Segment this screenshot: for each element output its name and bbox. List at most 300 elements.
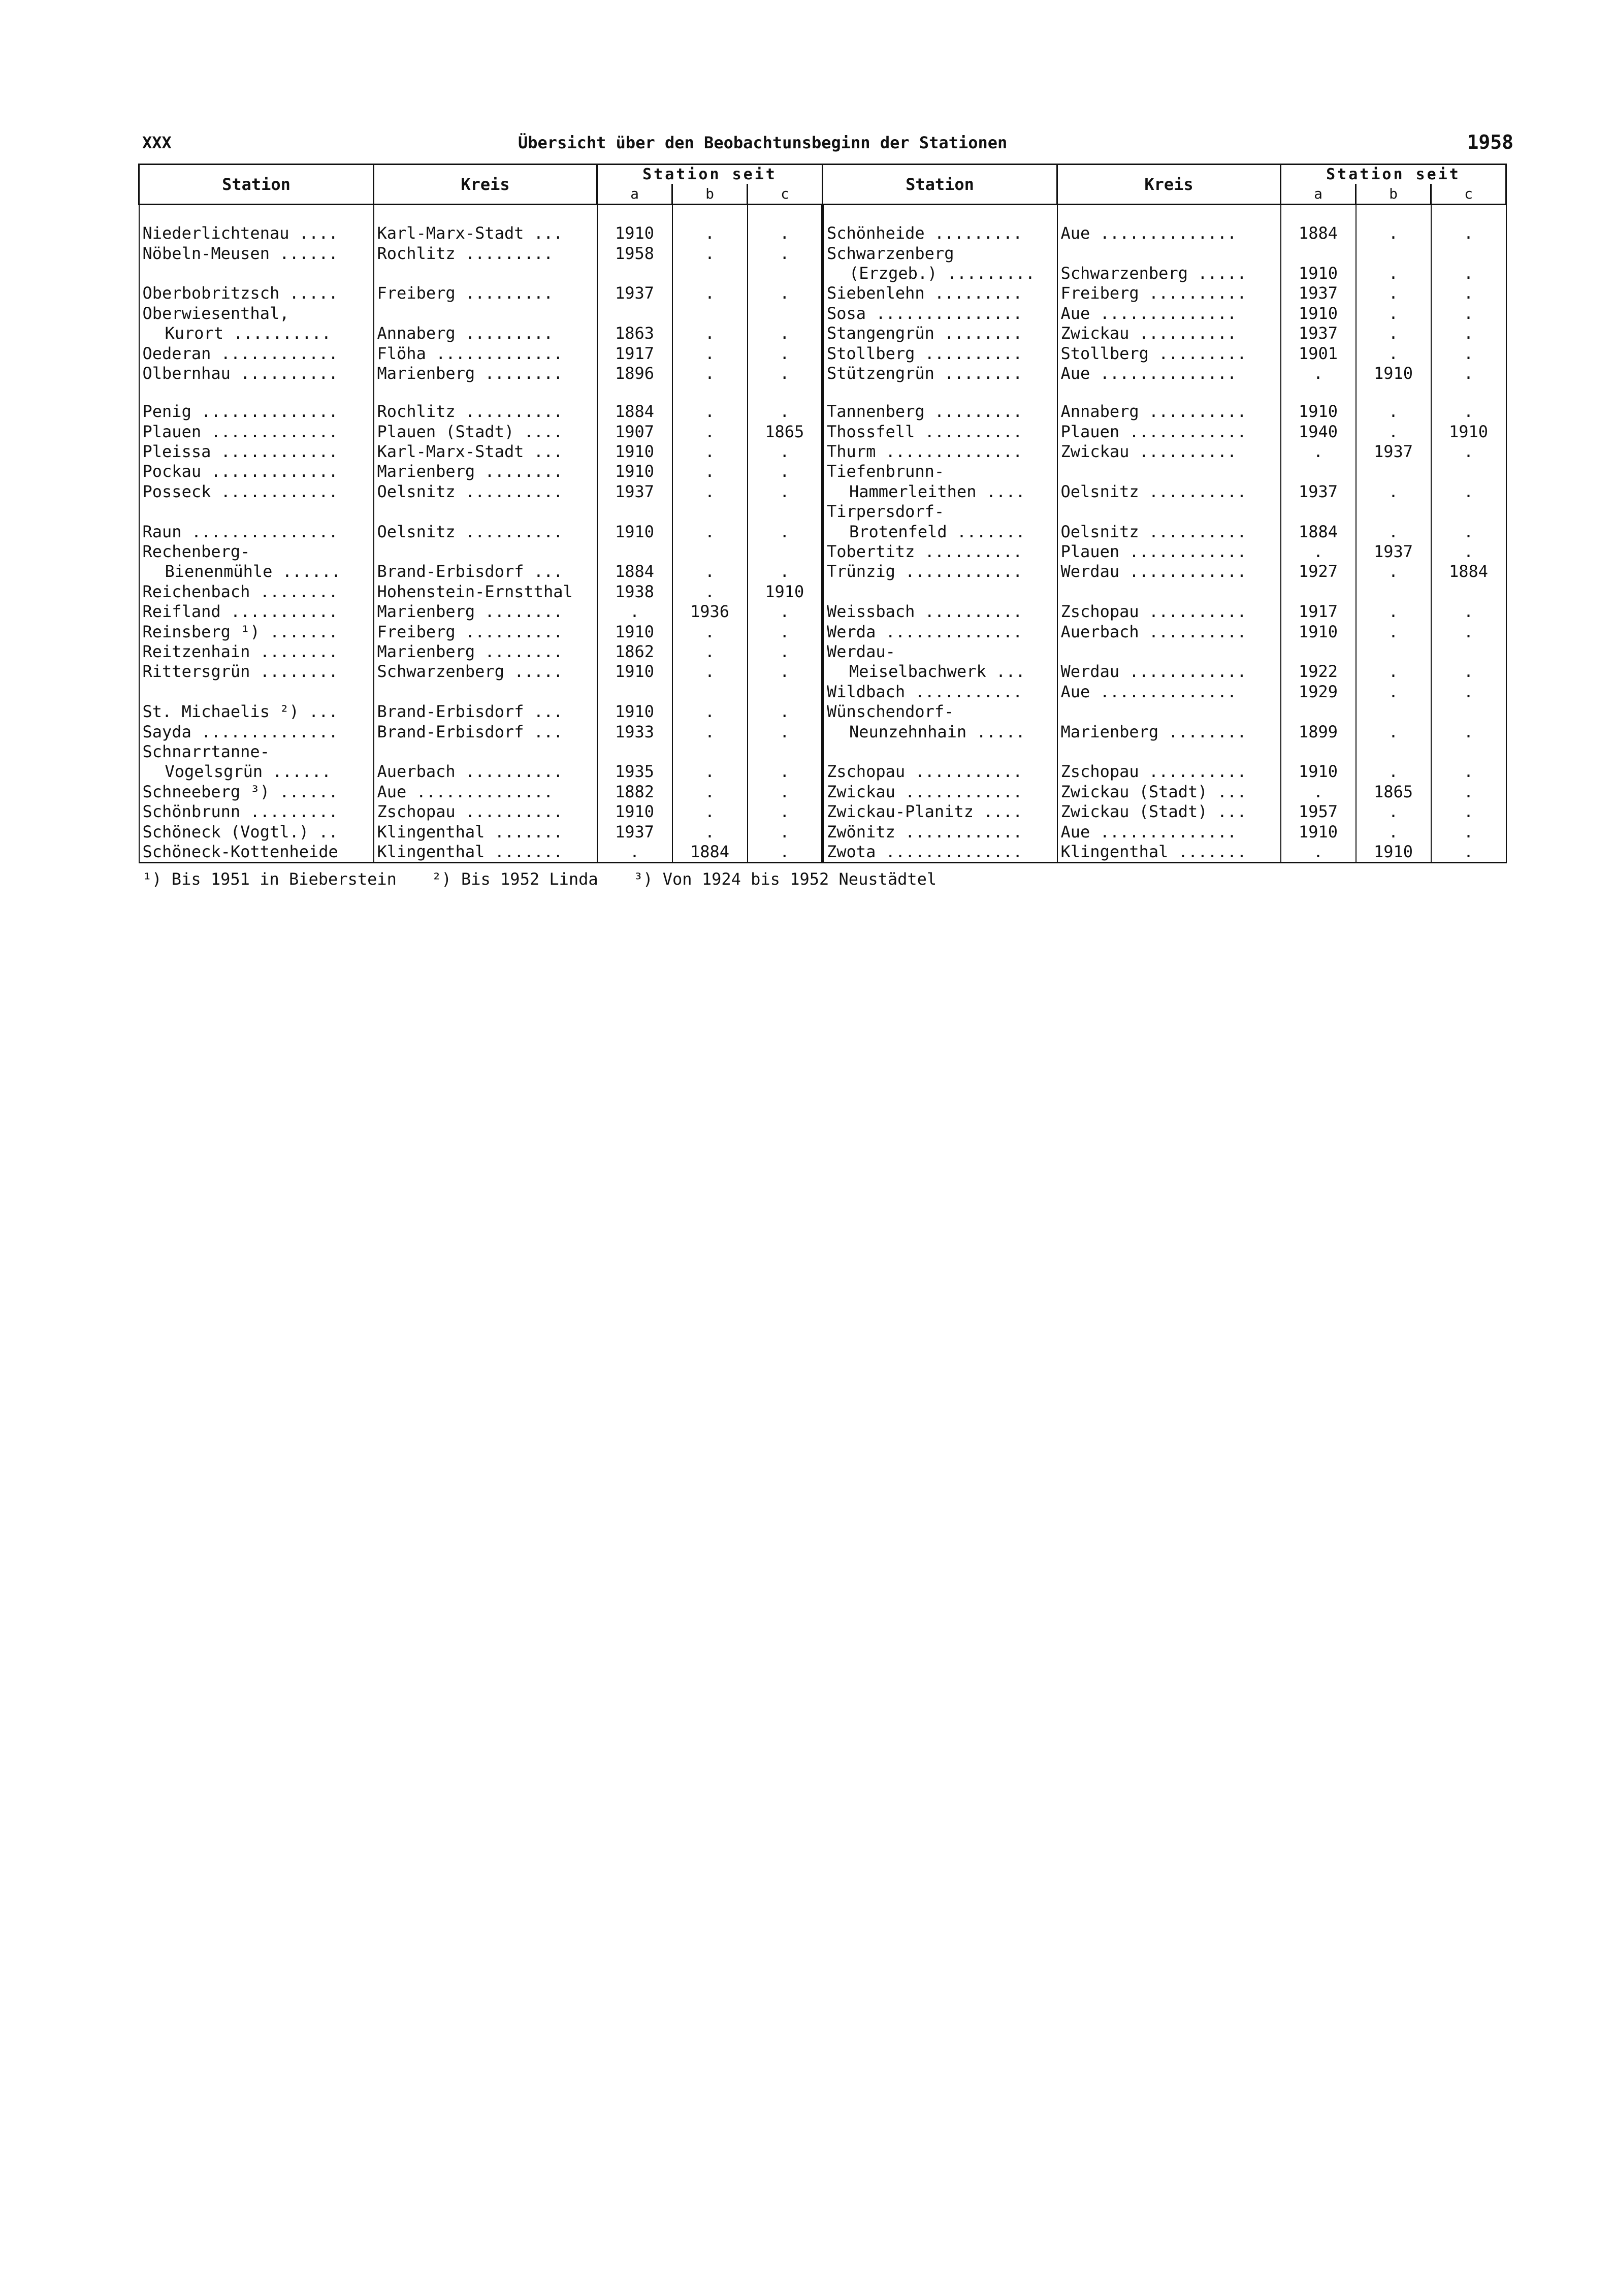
right-kreis-cell: Zwickau .......... [1057,442,1281,462]
left-year-a-cell [597,542,672,562]
right-year-b-cell [1356,462,1431,481]
table-row [139,482,1506,502]
column-header-kreis: Kreis [1057,165,1281,205]
left-year-c-cell: . [748,343,823,363]
right-station-cell: Stützengrün ........ [823,364,1057,383]
left-year-b-cell [672,383,748,402]
right-year-a-cell: 1901 [1281,343,1356,363]
right-year-c-cell: . [1431,542,1506,562]
right-kreis-cell: Aue .............. [1057,364,1281,383]
left-kreis-cell: Freiberg ......... [374,283,597,303]
left-year-c-cell: . [748,243,823,263]
right-kreis-cell: Zschopau .......... [1057,602,1281,622]
left-year-c-cell: . [748,622,823,641]
right-year-c-cell: . [1431,822,1506,842]
left-kreis-cell: Rochlitz .......... [374,402,597,422]
left-year-c-cell [748,742,823,762]
left-kreis-cell: Oelsnitz .......... [374,482,597,502]
right-kreis-cell: Aue .............. [1057,223,1281,243]
left-year-a-cell [597,502,672,522]
right-station-cell: Brotenfeld ....... [823,522,1057,541]
right-year-b-cell: . [1356,822,1431,842]
right-year-c-cell: . [1431,622,1506,641]
left-year-b-cell: . [672,642,748,662]
right-kreis-cell [1057,243,1281,263]
left-year-b-cell [672,304,748,324]
left-year-a-cell: 1938 [597,582,672,602]
left-kreis-cell: Flöha ............. [374,343,597,363]
right-year-b-cell [1356,702,1431,722]
left-year-a-cell: 1937 [597,822,672,842]
right-year-c-cell [1431,502,1506,522]
right-kreis-cell: Plauen ............ [1057,422,1281,442]
right-year-a-cell: 1910 [1281,402,1356,422]
right-kreis-cell: Zwickau (Stadt) ... [1057,802,1281,822]
table-row [139,442,1506,462]
right-station-cell: Schönheide ......... [823,223,1057,243]
left-year-c-cell [748,383,823,402]
right-kreis-cell: Zwickau .......... [1057,324,1281,343]
right-station-cell: Zwickau-Planitz .... [823,802,1057,822]
left-station-cell: Oederan ............ [139,343,374,363]
left-year-c-cell: . [748,324,823,343]
left-year-b-cell: . [672,442,748,462]
right-kreis-cell [1057,642,1281,662]
right-year-a-cell [1281,742,1356,762]
left-station-cell: Schöneck-Kottenheide [139,842,374,863]
right-year-b-cell: . [1356,283,1431,303]
right-kreis-cell: Oelsnitz .......... [1057,482,1281,502]
right-year-c-cell: . [1431,402,1506,422]
left-year-a-cell: 1863 [597,324,672,343]
table-row [139,822,1506,842]
column-header-c: c [748,184,823,204]
page-header [142,128,1513,153]
right-station-cell: Wünschendorf- [823,702,1057,722]
left-year-c-cell [748,304,823,324]
left-year-a-cell: 1882 [597,782,672,802]
right-year-a-cell: 1884 [1281,522,1356,541]
right-kreis-cell [1057,702,1281,722]
right-station-cell: Tirpersdorf- [823,502,1057,522]
left-station-cell [139,264,374,283]
table-row [139,622,1506,641]
right-station-cell: Stollberg .......... [823,343,1057,363]
left-year-b-cell: . [672,822,748,842]
right-kreis-cell [1057,462,1281,481]
left-year-c-cell: . [748,762,823,782]
right-year-b-cell: . [1356,264,1431,283]
left-year-c-cell: . [748,482,823,502]
right-station-cell: Wildbach ........... [823,682,1057,702]
left-kreis-cell [374,542,597,562]
left-station-cell: Schöneck (Vogtl.) .. [139,822,374,842]
right-year-c-cell: . [1431,762,1506,782]
left-year-a-cell: 1910 [597,522,672,541]
right-year-a-cell: 1899 [1281,722,1356,741]
left-year-a-cell: 1935 [597,762,672,782]
left-station-cell [139,502,374,522]
left-station-cell: Schnarrtanne- [139,742,374,762]
left-year-b-cell: . [672,782,748,802]
table-row [139,762,1506,782]
left-kreis-cell: Annaberg ......... [374,324,597,343]
column-header-kreis: Kreis [374,165,597,205]
left-year-a-cell [597,682,672,702]
right-year-a-cell [1281,582,1356,602]
left-station-cell: Schneeberg ³) ...... [139,782,374,802]
left-year-c-cell: . [748,802,823,822]
left-kreis-cell: Klingenthal ....... [374,822,597,842]
page-title: Übersicht über den Beobachtunsbeginn der Stationen [518,133,1008,152]
right-station-cell: Zwönitz ............ [823,822,1057,842]
right-year-c-cell: . [1431,442,1506,462]
left-year-c-cell: . [748,662,823,682]
left-year-b-cell: . [672,402,748,422]
right-year-a-cell: 1910 [1281,622,1356,641]
right-year-b-cell: . [1356,422,1431,442]
right-station-cell: Weissbach .......... [823,602,1057,622]
right-year-b-cell: 1865 [1356,782,1431,802]
right-year-c-cell: . [1431,264,1506,283]
right-year-a-cell: 1910 [1281,762,1356,782]
left-year-b-cell: . [672,462,748,481]
left-year-b-cell: . [672,223,748,243]
table-row [139,223,1506,243]
right-station-cell: Werdau- [823,642,1057,662]
left-year-a-cell: 1910 [597,702,672,722]
right-year-a-cell: . [1281,364,1356,383]
left-station-cell: Pockau ............. [139,462,374,481]
left-year-a-cell: . [597,842,672,863]
left-year-c-cell [748,542,823,562]
left-year-b-cell: . [672,762,748,782]
left-year-a-cell [597,264,672,283]
right-year-b-cell [1356,742,1431,762]
left-year-b-cell [672,502,748,522]
right-year-b-cell [1356,642,1431,662]
right-kreis-cell: Oelsnitz .......... [1057,522,1281,541]
left-year-b-cell [672,542,748,562]
left-year-b-cell: 1936 [672,602,748,622]
right-year-a-cell: 1917 [1281,602,1356,622]
left-kreis-cell [374,264,597,283]
right-station-cell: Zschopau ........... [823,762,1057,782]
left-year-c-cell [748,682,823,702]
left-station-cell: Oberbobritzsch ..... [139,283,374,303]
right-year-a-cell: 1957 [1281,802,1356,822]
right-year-a-cell [1281,383,1356,402]
right-year-c-cell: . [1431,782,1506,802]
right-kreis-cell: Aue .............. [1057,304,1281,324]
left-kreis-cell: Hohenstein-Ernstthal [374,582,597,602]
right-year-a-cell: 1937 [1281,324,1356,343]
table-row [139,243,1506,263]
column-header-station: Station [823,165,1057,205]
page-label: XXX [142,133,172,152]
right-station-cell: Werda .............. [823,622,1057,641]
right-year-b-cell: . [1356,762,1431,782]
left-kreis-cell: Brand-Erbisdorf ... [374,722,597,741]
right-station-cell: Siebenlehn ......... [823,283,1057,303]
right-year-c-cell: . [1431,602,1506,622]
right-kreis-cell: Zschopau .......... [1057,762,1281,782]
table-row [139,682,1506,702]
left-station-cell: Schönbrunn ......... [139,802,374,822]
station-table-body [139,205,1506,863]
right-kreis-cell: Werdau ............ [1057,562,1281,581]
left-kreis-cell: Plauen (Stadt) .... [374,422,597,442]
right-station-cell: Stangengrün ........ [823,324,1057,343]
table-row [139,722,1506,741]
left-kreis-cell: Marienberg ........ [374,462,597,481]
right-year-a-cell: 1910 [1281,822,1356,842]
left-year-a-cell: 1910 [597,662,672,682]
table-row [139,522,1506,541]
right-year-b-cell: . [1356,602,1431,622]
left-station-cell: Sayda .............. [139,722,374,741]
left-kreis-cell: Klingenthal ....... [374,842,597,863]
left-year-b-cell [672,742,748,762]
left-year-a-cell: 1884 [597,402,672,422]
left-year-a-cell: 1862 [597,642,672,662]
right-station-cell: Neunzehnhain ..... [823,722,1057,741]
left-year-c-cell [748,264,823,283]
table-row [139,324,1506,343]
left-year-b-cell: . [672,562,748,581]
left-year-c-cell: 1910 [748,582,823,602]
left-station-cell: Raun ............... [139,522,374,541]
station-table-wrapper [138,164,1505,863]
right-year-a-cell: . [1281,542,1356,562]
right-year-a-cell: . [1281,442,1356,462]
right-year-c-cell [1431,742,1506,762]
right-year-b-cell: . [1356,722,1431,741]
table-row [139,642,1506,662]
right-year-c-cell: . [1431,304,1506,324]
right-kreis-cell [1057,742,1281,762]
left-year-a-cell: 1910 [597,442,672,462]
left-year-c-cell: . [748,562,823,581]
footnote-1: ¹) Bis 1951 in Bieberstein [142,869,397,889]
right-kreis-cell: Aue .............. [1057,682,1281,702]
right-year-a-cell: 1927 [1281,562,1356,581]
right-kreis-cell: Schwarzenberg ..... [1057,264,1281,283]
right-year-a-cell: . [1281,842,1356,863]
left-kreis-cell [374,682,597,702]
left-year-b-cell: . [672,522,748,541]
right-year-c-cell [1431,243,1506,263]
right-kreis-cell: Plauen ............ [1057,542,1281,562]
column-header-b: b [1356,184,1431,204]
left-year-c-cell: . [748,223,823,243]
table-row [139,842,1506,863]
left-year-a-cell: 1917 [597,343,672,363]
right-year-c-cell: . [1431,842,1506,863]
right-year-c-cell [1431,642,1506,662]
left-year-b-cell: . [672,283,748,303]
right-year-b-cell: . [1356,343,1431,363]
table-row [139,343,1506,363]
right-year-c-cell [1431,383,1506,402]
table-row [139,582,1506,602]
left-station-cell: Oberwiesenthal, [139,304,374,324]
left-year-c-cell: . [748,402,823,422]
table-spacer-row [139,383,1506,402]
left-kreis-cell: Aue .............. [374,782,597,802]
right-year-c-cell: . [1431,722,1506,741]
column-header-a: a [1281,184,1356,204]
right-kreis-cell: Freiberg .......... [1057,283,1281,303]
left-station-cell: Reifland ........... [139,602,374,622]
right-year-c-cell: . [1431,283,1506,303]
left-station-cell: Penig .............. [139,402,374,422]
left-year-a-cell: 1937 [597,283,672,303]
left-kreis-cell: Brand-Erbisdorf ... [374,702,597,722]
right-year-a-cell: 1937 [1281,482,1356,502]
right-year-c-cell: . [1431,682,1506,702]
right-year-b-cell: . [1356,223,1431,243]
right-year-c-cell [1431,702,1506,722]
right-year-b-cell: . [1356,522,1431,541]
right-kreis-cell: Klingenthal ....... [1057,842,1281,863]
right-station-cell: Thurm .............. [823,442,1057,462]
left-kreis-cell [374,502,597,522]
left-station-cell: Posseck ............ [139,482,374,502]
left-year-a-cell: 1896 [597,364,672,383]
left-kreis-cell: Marienberg ........ [374,602,597,622]
right-year-a-cell: 1922 [1281,662,1356,682]
left-year-b-cell: . [672,702,748,722]
left-year-a-cell: 1910 [597,802,672,822]
left-station-cell: St. Michaelis ²) ... [139,702,374,722]
right-year-c-cell: . [1431,223,1506,243]
right-station-cell: Meiselbachwerk ... [823,662,1057,682]
left-year-b-cell: . [672,343,748,363]
right-year-a-cell: . [1281,782,1356,802]
left-year-c-cell: . [748,522,823,541]
column-header-c: c [1431,184,1506,204]
right-year-a-cell: 1910 [1281,264,1356,283]
right-kreis-cell: Werdau ............ [1057,662,1281,682]
footnote-2: ²) Bis 1952 Linda [432,869,598,889]
table-row [139,742,1506,762]
left-kreis-cell [374,742,597,762]
right-year-c-cell: . [1431,522,1506,541]
right-year-b-cell: 1910 [1356,842,1431,863]
station-table [138,164,1507,863]
left-station-cell: Reichenbach ........ [139,582,374,602]
right-year-b-cell [1356,383,1431,402]
left-station-cell: Nöbeln-Meusen ...... [139,243,374,263]
table-row [139,662,1506,682]
left-year-a-cell: 1958 [597,243,672,263]
right-station-cell: Schwarzenberg [823,243,1057,263]
left-year-a-cell [597,383,672,402]
right-year-b-cell: . [1356,662,1431,682]
left-year-a-cell: 1937 [597,482,672,502]
table-row [139,422,1506,442]
right-kreis-cell: Marienberg ........ [1057,722,1281,741]
right-year-c-cell: 1884 [1431,562,1506,581]
right-year-a-cell [1281,243,1356,263]
left-kreis-cell: Oelsnitz .......... [374,522,597,541]
right-year-b-cell: 1910 [1356,364,1431,383]
right-year-b-cell: . [1356,682,1431,702]
right-year-b-cell: . [1356,324,1431,343]
right-station-cell [823,582,1057,602]
right-year-c-cell: 1910 [1431,422,1506,442]
left-year-a-cell [597,304,672,324]
left-year-b-cell: . [672,243,748,263]
right-station-cell [823,383,1057,402]
right-year-b-cell: . [1356,562,1431,581]
left-station-cell: Kurort .......... [139,324,374,343]
right-year-b-cell: . [1356,622,1431,641]
left-kreis-cell: Zschopau .......... [374,802,597,822]
right-station-cell: Thossfell .......... [823,422,1057,442]
right-station-cell: Hammerleithen .... [823,482,1057,502]
right-year-a-cell: 1937 [1281,283,1356,303]
left-year-a-cell: 1884 [597,562,672,581]
right-year-a-cell: 1940 [1281,422,1356,442]
right-kreis-cell: Stollberg ......... [1057,343,1281,363]
table-row [139,542,1506,562]
right-kreis-cell [1057,383,1281,402]
left-year-c-cell: . [748,462,823,481]
right-year-b-cell: 1937 [1356,442,1431,462]
left-kreis-cell: Auerbach .......... [374,762,597,782]
right-year-a-cell: 1929 [1281,682,1356,702]
right-year-c-cell: . [1431,662,1506,682]
table-row [139,364,1506,383]
right-year-b-cell [1356,243,1431,263]
left-year-a-cell [597,742,672,762]
left-kreis-cell: Marienberg ........ [374,642,597,662]
left-station-cell: Vogelsgrün ...... [139,762,374,782]
left-year-c-cell [748,502,823,522]
right-year-b-cell: 1937 [1356,542,1431,562]
right-kreis-cell: Annaberg .......... [1057,402,1281,422]
left-year-c-cell: . [748,283,823,303]
table-row [139,304,1506,324]
right-year-c-cell [1431,462,1506,481]
right-year-b-cell [1356,502,1431,522]
right-station-cell [823,742,1057,762]
year-label: 1958 [1467,131,1513,153]
right-year-a-cell [1281,502,1356,522]
table-row [139,602,1506,622]
left-year-b-cell: 1884 [672,842,748,863]
right-year-c-cell: . [1431,364,1506,383]
right-station-cell: Tiefenbrunn- [823,462,1057,481]
right-year-c-cell: . [1431,482,1506,502]
left-kreis-cell [374,304,597,324]
left-station-cell: Reinsberg ¹) ....... [139,622,374,641]
right-year-b-cell: . [1356,482,1431,502]
table-row [139,562,1506,581]
right-kreis-cell: Auerbach .......... [1057,622,1281,641]
right-station-cell: Trünzig ............ [823,562,1057,581]
right-year-b-cell: . [1356,304,1431,324]
left-kreis-cell: Karl-Marx-Stadt ... [374,223,597,243]
right-kreis-cell: Aue .............. [1057,822,1281,842]
left-year-a-cell: 1910 [597,462,672,481]
right-year-a-cell: 1910 [1281,304,1356,324]
table-row [139,462,1506,481]
column-header-b: b [672,184,748,204]
left-kreis-cell: Karl-Marx-Stadt ... [374,442,597,462]
